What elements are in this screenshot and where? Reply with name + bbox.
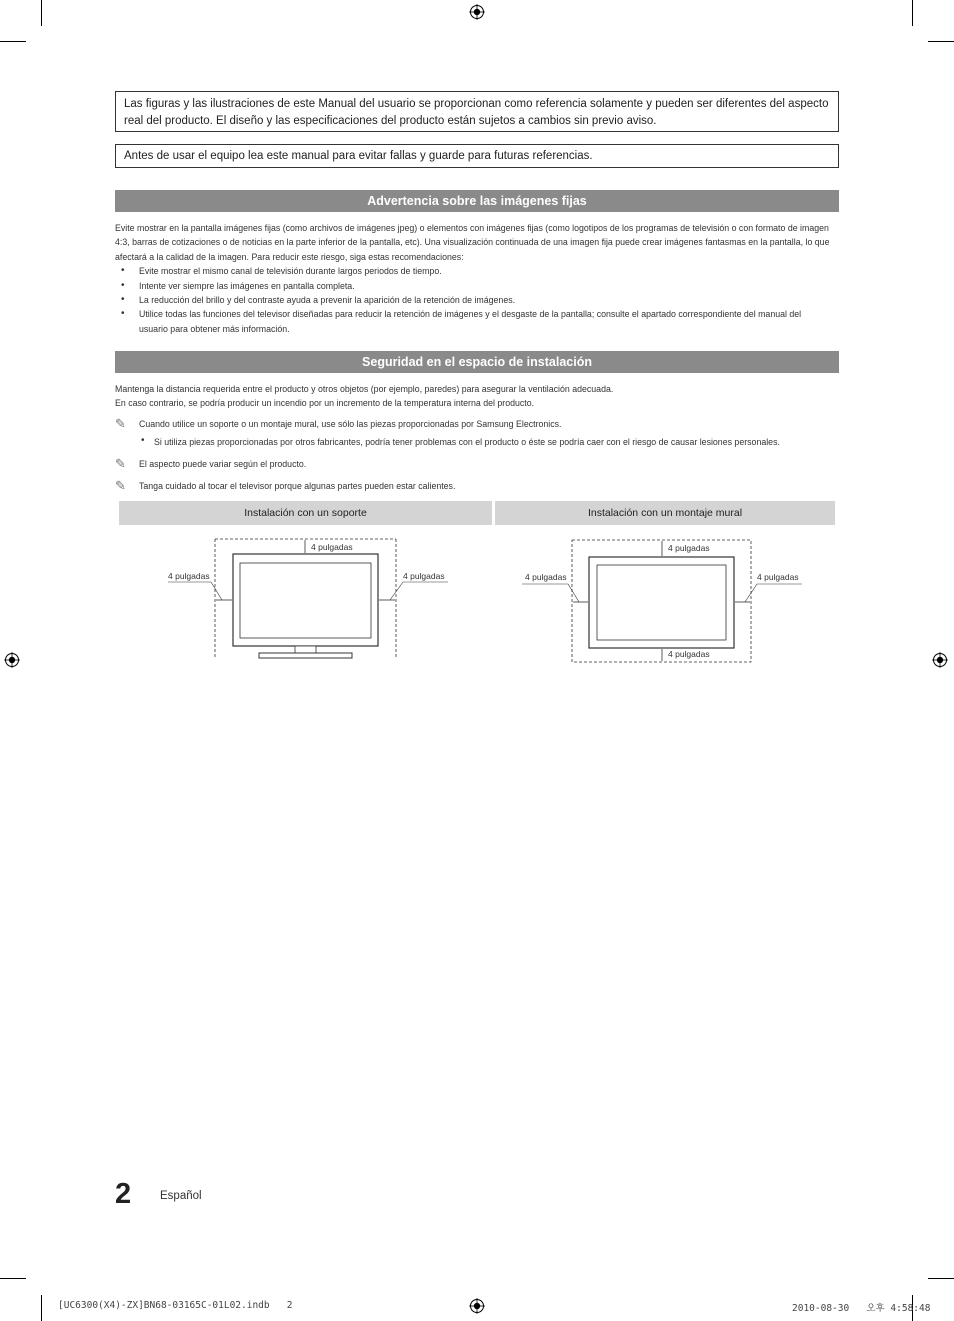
list-item: • La reducción del brillo y del contraste ayuda a prevenir la aparición de la retención de imágenes. <box>115 293 831 307</box>
distance-label-left: 4 pulgadas <box>525 572 567 582</box>
note-text: Tanga cuidado al tocar el televisor porque algunas partes pueden estar calientes. <box>139 481 456 491</box>
notice-text: Las figuras y las ilustraciones de este Manual del usuario se proporcionan como referencia solamente y pueden ser diferentes del aspecto real del producto. El diseño y las especificaciones del producto están sujetos a cambios sin previo aviso. <box>124 98 829 127</box>
diagram-header-stand <box>119 501 492 525</box>
note-appearance <box>115 456 831 471</box>
pencil-note-icon: ✎ <box>115 456 126 471</box>
crop-mark <box>928 41 954 42</box>
crop-mark <box>912 0 913 26</box>
distance-label-right: 4 pulgadas <box>403 571 445 581</box>
crop-mark <box>41 0 42 26</box>
list-item: • Utilice todas las funciones del televisor diseñadas para reducir la retención de imágenes y el desgaste de la pantalla; consulte el apartado correspondiente del manual del usuario para obtener más información. <box>115 307 831 336</box>
stand-installation-diagram <box>119 530 492 662</box>
diagram-title: Instalación con un montaje mural <box>587 507 743 519</box>
page-language: Español <box>160 1190 202 1202</box>
note-text: El aspecto puede variar según el producto. <box>139 459 307 469</box>
section-title: Seguridad en el espacio de instalación <box>362 355 592 369</box>
note-parts <box>115 416 831 431</box>
note-sub-bullet <box>139 437 831 447</box>
distance-label-bottom: 4 pulgadas <box>668 649 710 659</box>
distance-label-left: 4 pulgadas <box>168 571 210 581</box>
section-intro <box>115 382 831 411</box>
section-title: Advertencia sobre las imágenes fijas <box>367 194 587 208</box>
print-timestamp: 2010-08-30 오후 4:58:48 <box>792 1303 931 1314</box>
diagram-title: Instalación con un soporte <box>244 507 367 519</box>
notice-box-figures <box>115 91 839 132</box>
note-hot-parts <box>115 478 831 493</box>
section-header-installation-space <box>115 351 839 373</box>
intro-line: Mantenga la distancia requerida entre el producto y otros objetos (por ejemplo, paredes) para asegurar la ventilación adecuada. <box>115 384 614 394</box>
intro-line: En caso contrario, se podría producir un incendio por un incremento de la temperatura interna del producto. <box>115 398 535 409</box>
notice-text: Antes de usar el equipo lea este manual para evitar fallas y guarde para futuras referencias. <box>124 150 593 162</box>
pencil-note-icon: ✎ <box>115 478 126 493</box>
registration-mark-icon <box>4 652 20 668</box>
list-item: • Intente ver siempre las imágenes en pantalla completa. <box>115 279 831 293</box>
crop-mark <box>0 41 26 42</box>
wall-mount-installation-diagram <box>495 530 835 666</box>
crop-mark <box>41 1295 42 1321</box>
note-text: Cuando utilice un soporte o un montaje mural, use sólo las piezas proporcionadas por Samsung Electronics. <box>139 419 562 429</box>
registration-mark-icon <box>469 1298 485 1314</box>
bullet-icon: • <box>141 435 145 446</box>
list-item: • Evite mostrar el mismo canal de televisión durante largos periodos de tiempo. <box>115 264 831 278</box>
recommendations-list <box>115 264 831 336</box>
registration-mark-icon <box>932 652 948 668</box>
distance-label-top: 4 pulgadas <box>311 542 353 552</box>
crop-mark <box>928 1278 954 1279</box>
pencil-note-icon: ✎ <box>115 416 126 431</box>
distance-label-top: 4 pulgadas <box>668 543 710 553</box>
page-number: 2 <box>115 1178 132 1210</box>
distance-label-right: 4 pulgadas <box>757 572 799 582</box>
notice-box-read-manual <box>115 144 839 168</box>
section-intro: Evite mostrar en la pantalla imágenes fijas (como archivos de imágenes jpeg) o elementos con imágenes fijas (como logotipos de los programas de televisión o con formato de imagen 4:3, barras de cotizaciones o de noticias en la parte inferior de la pantalla, etc). Una visualización continuada de una imagen fija puede crear imágenes fantasmas en la pantalla, lo que afectará a la calidad de la imagen. Para reducir este riesgo, siga estas recomendaciones: <box>115 223 830 262</box>
note-text: Si utiliza piezas proporcionadas por otros fabricantes, podría tener problemas con el producto o éste se podría caer con el riesgo de causar lesiones personales. <box>154 437 780 447</box>
section-body <box>115 221 831 336</box>
section-header-still-images <box>115 190 839 212</box>
file-info: [UC6300(X4)-ZX]BN68-03165C-01L02.indb 2 <box>58 1300 293 1311</box>
registration-mark-icon <box>469 4 485 20</box>
crop-mark <box>0 1278 26 1279</box>
diagram-header-wall <box>495 501 835 525</box>
